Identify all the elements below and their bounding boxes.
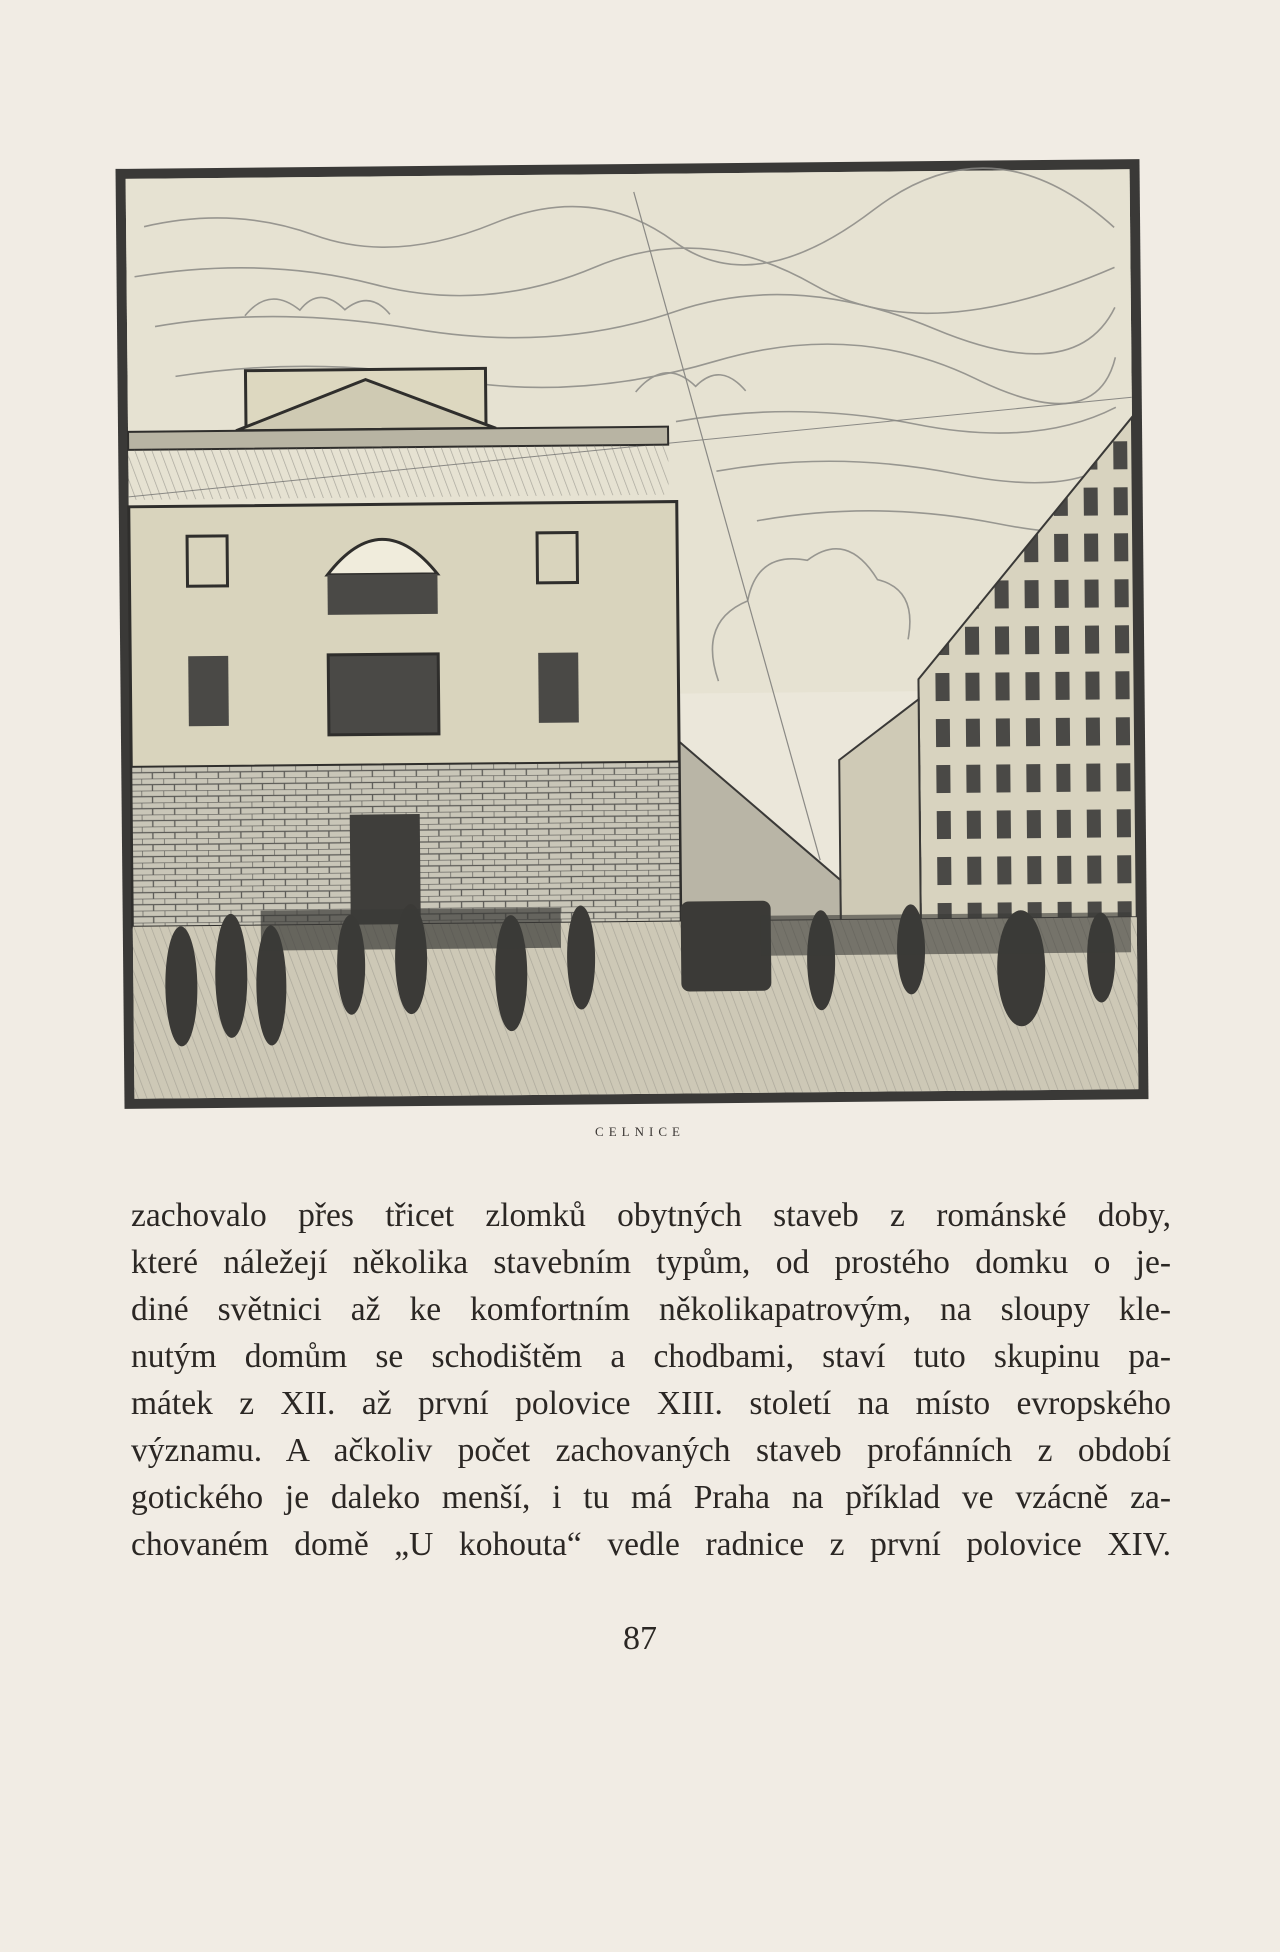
- text-line: chovaném domě „U kohouta“ vedle radnice z první polovice XIV.: [131, 1526, 1171, 1563]
- body-text: [131, 1192, 1171, 1568]
- page-number: 87: [623, 1620, 657, 1657]
- text-line: které náležejí několika stavebním typům, od prostého domku o je-: [131, 1244, 1171, 1281]
- text-line: mátek z XII. až první polovice XIII. století na místo evropského: [131, 1385, 1171, 1422]
- woodcut-illustration-artwork: [113, 157, 1150, 1111]
- text-line: gotického je daleko menší, i tu má Praha na příklad ve vzácně za-: [131, 1479, 1171, 1516]
- text-line: zachovalo přes třicet zlomků obytných staveb z románské doby,: [131, 1197, 1171, 1234]
- text-line: nutým domům se schodištěm a chodbami, staví tuto skupinu pa-: [131, 1338, 1171, 1375]
- text-line: významu. A ačkoliv počet zachovaných staveb profánních z období: [131, 1432, 1171, 1469]
- illustration-caption: CELNICE: [595, 1124, 685, 1139]
- text-line: diné světnici až ke komfortním několikapatrovým, na sloupy kle-: [131, 1291, 1171, 1328]
- woodcut-illustration: [113, 157, 1150, 1111]
